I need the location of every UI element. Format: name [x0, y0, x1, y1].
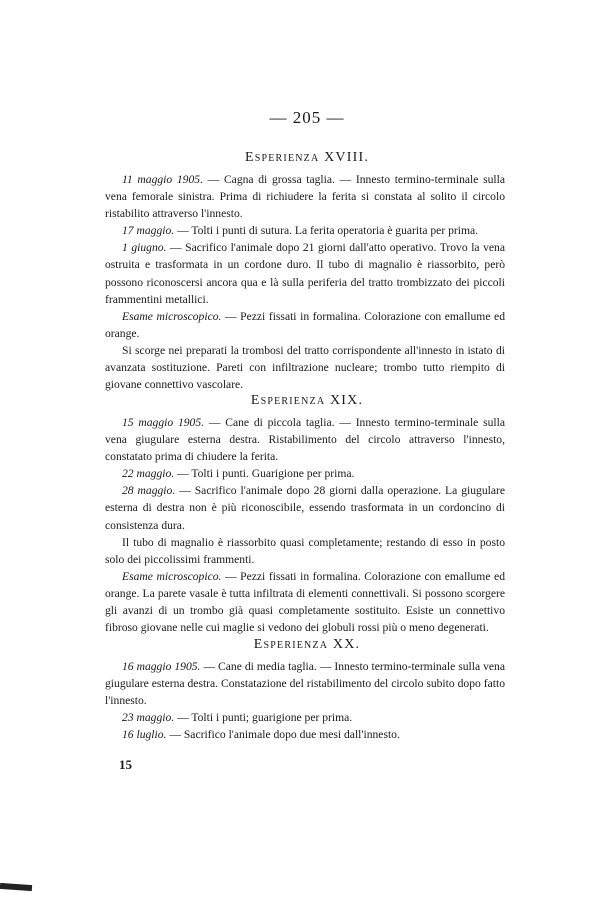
- paragraph: [105, 726, 505, 743]
- section-heading: Esperienza XX.: [253, 637, 361, 652]
- paragraph: [105, 342, 505, 393]
- paragraph-text: — Sacrifico l'animale dopo 21 giorni dall'atto operativo. Trovo la vena ostruita e trasformata in un cordone duro. Il tubo di magnalio è riassorbito, però possono riconoscersi ancora qua e là sulla periferia del tratto trombizzato dei piccoli frammentini metallici.: [105, 241, 505, 306]
- printer-signature: 15: [119, 757, 132, 772]
- paragraph-lead: 16 luglio.: [122, 728, 167, 742]
- paragraph: [105, 239, 505, 307]
- paragraph-lead: 16 maggio 1905.: [122, 660, 201, 673]
- paragraph-text: — Cagna di grossa taglia. — Innesto termino-terminale sulla vena femorale sinistra. Prima di richiudere la ferita si constata al solito il circolo ristabilito attraverso l'innesto.: [105, 173, 505, 221]
- paragraph-text: — Sacrifico l'animale dopo 28 giorni dalla operazione. La giugulare esterna di destra non è più riconoscibile, essendo trasformata in un cordoncino di consistenza dura.: [105, 484, 505, 532]
- paragraph: [105, 658, 505, 709]
- paragraph: [105, 222, 505, 239]
- paragraph-lead: 17 maggio.: [122, 224, 175, 238]
- paragraph: [105, 482, 505, 533]
- paragraph-lead: 23 maggio.: [122, 711, 175, 725]
- paragraph-text: Il tubo di magnalio è riassorbito quasi completamente; restando di esso in posto solo dei piccolissimi frammenti.: [105, 535, 505, 566]
- paragraph-text: — Tolti i punti di sutura. La ferita operatoria è guarita per prima.: [174, 224, 479, 238]
- paragraph-lead: 28 maggio.: [122, 484, 176, 498]
- section-heading: Esperienza XIX.: [250, 393, 364, 408]
- scan-edge-mark: [0, 883, 32, 891]
- section-body: [105, 658, 505, 743]
- paragraph-lead: 1 giugno.: [122, 241, 167, 255]
- page-number: — 205 —: [269, 108, 345, 127]
- section-body: [105, 414, 505, 636]
- paragraph-text: — Cane di piccola taglia. — Innesto termino-terminale sulla vena giugulare esterna destra. Ristabilimento del circolo attraverso l'innesto, constatato prima di chiudere la ferita.: [105, 416, 505, 464]
- paragraph: [105, 568, 505, 636]
- paragraph-text: — Tolti i punti. Guarigione per prima.: [174, 467, 355, 481]
- paragraph-lead: Esame microscopico.: [122, 569, 222, 583]
- section-heading: Esperienza XVIII.: [244, 150, 370, 165]
- paragraph-text: — Sacrifico l'animale dopo due mesi dall'innesto.: [166, 728, 400, 742]
- paragraph: [105, 414, 505, 465]
- paragraph: [105, 465, 505, 482]
- paragraph: [105, 171, 505, 222]
- paragraph: [105, 308, 505, 342]
- section-body: [105, 171, 505, 393]
- paragraph: [105, 534, 505, 568]
- paragraph: [105, 709, 505, 726]
- paragraph-lead: 22 maggio.: [122, 467, 175, 481]
- paragraph-text: Si scorge nei preparati la trombosi del tratto corrispondente all'innesto in istato di avanzata sostituzione. Pareti con infiltrazione nucleare; trombo tutto riempito di giovane connettivo vascolare.: [105, 343, 505, 392]
- paragraph-lead: 15 maggio 1905.: [122, 416, 205, 429]
- paragraph-text: — Pezzi fissati in formalina. Colorazione con emallume ed orange.: [105, 309, 505, 340]
- paragraph-text: — Pezzi fissati in formalina. Colorazione con emallume ed orange. La parete vasale è tutta infiltrata di elementi connettivali. Si possono scorgere gli avanzi di un trombo già quasi completamente sostituito. Esiste un connettivo fibroso giovane nelle cui maglie si vedono dei globuli rossi più o meno degenerati.: [105, 569, 505, 635]
- paragraph-text: — Tolti i punti; guarigione per prima.: [174, 711, 353, 725]
- paragraph-lead: 11 maggio 1905.: [122, 173, 203, 186]
- paragraph-lead: Esame microscopico.: [122, 309, 222, 323]
- paragraph-text: — Cane di media taglia. — Innesto termino-terminale sulla vena giugulare esterna destra. Constatazione del ristabilimento del circolo subito dopo fatto l'innesto.: [105, 660, 505, 708]
